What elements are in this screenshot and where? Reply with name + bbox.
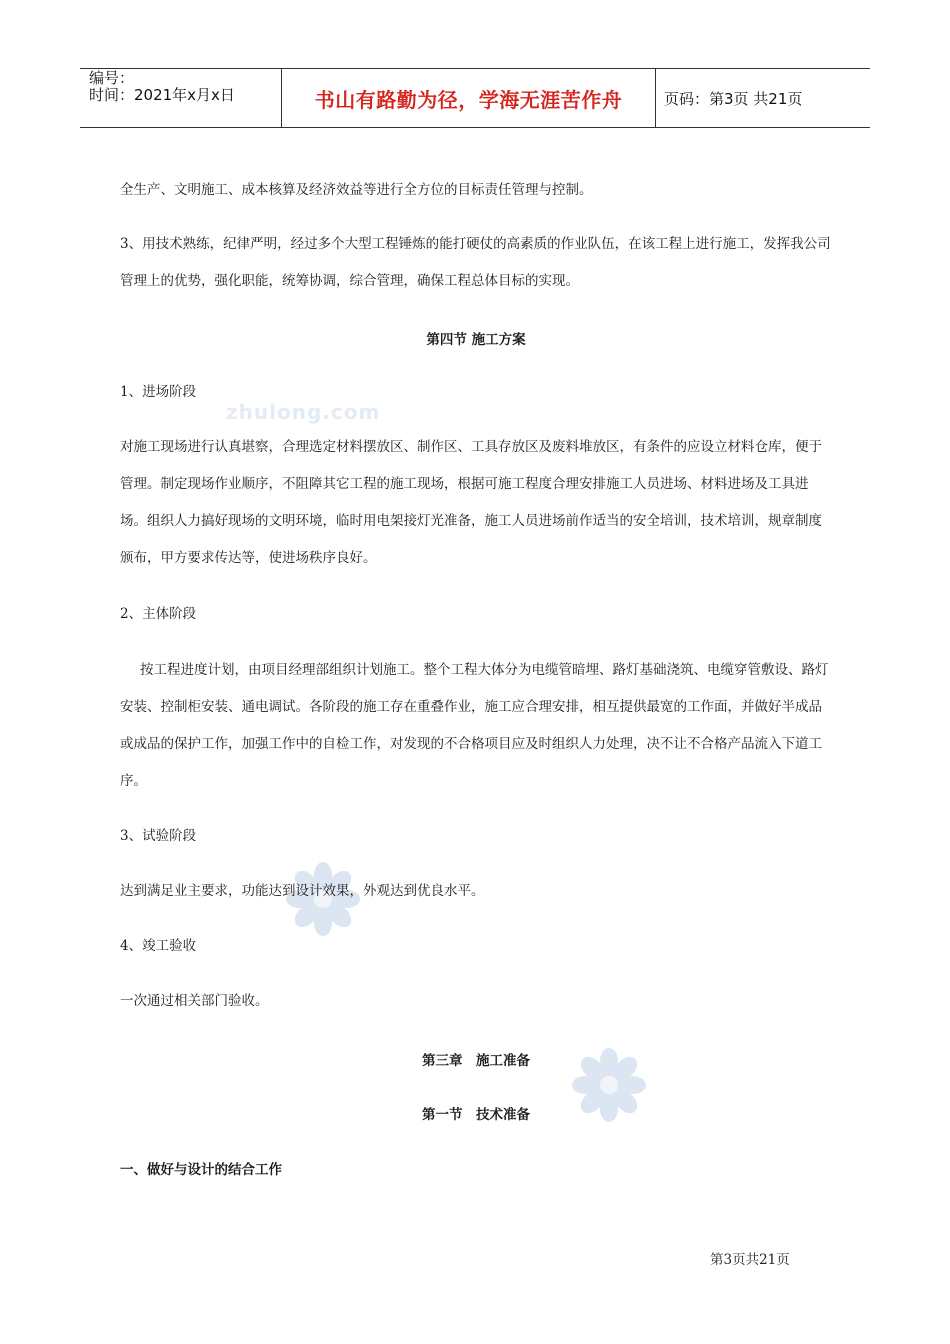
header-page-info: 页码：第3页 共21页 <box>664 89 803 108</box>
watermark-text: zhulong.com <box>226 400 381 424</box>
time-label: 时间：2021年x月x日 <box>89 86 235 104</box>
paragraph: 按工程进度计划，由项目经理部组织计划施工。整个工程大体分为电缆管暗埋、路灯基础浇筑、电缆穿管敷设、路灯安装、控制柜安装、通电调试。各阶段的施工存在重叠作业，施工应合理安排，相互提供最宽的工作面，并做好半成品或成品的保护工作，加强工作中的自检工作，对发现的不合格项目应及时组织人力处理，决不让不合格产品流入下道工序。 <box>120 662 829 789</box>
paragraph: 全生产、文明施工、成本核算及经济效益等进行全方位的目标责任管理与控制。 <box>120 182 593 198</box>
page-footer: 第3页共21页 <box>710 1252 790 1268</box>
chapter-heading: 第三章 施工准备 <box>422 1053 530 1069</box>
step-title: 1、进场阶段 <box>120 384 197 400</box>
paragraph: 达到满足业主要求，功能达到设计效果，外观达到优良水平。 <box>120 883 485 899</box>
section-heading: 第四节 施工方案 <box>426 332 526 348</box>
header-motto: 书山有路勤为径，学海无涯苦作舟 <box>282 69 656 127</box>
step-title: 4、竣工验收 <box>120 938 197 954</box>
step-title: 3、试验阶段 <box>120 828 197 844</box>
number-label: 编号： <box>89 69 135 87</box>
paragraph: 一次通过相关部门验收。 <box>120 993 269 1009</box>
header-meta <box>80 69 282 127</box>
page-header <box>80 68 870 128</box>
paragraph: 3、用技术熟练，纪律严明，经过多个大型工程锤炼的能打硬仗的高素质的作业队伍，在该工程上进行施工，发挥我公司管理上的优势，强化职能，统筹协调，综合管理，确保工程总体目标的实现。 <box>120 236 831 289</box>
paragraph: 对施工现场进行认真堪察，合理选定材料摆放区、制作区、工具存放区及废料堆放区，有条件的应设立材料仓库，便于管理。制定现场作业顺序，不阻障其它工程的施工现场，根据可施工程度合理安排施工人员进场、材料进场及工具进场。组织人力搞好现场的文明环境，临时用电架接灯光准备，施工人员进场前作适当的安全培训，技术培训，规章制度颁布，甲方要求传达等，使进场秩序良好。 <box>120 439 822 566</box>
step-title: 2、主体阶段 <box>120 606 197 622</box>
section-heading: 第一节 技术准备 <box>422 1107 530 1123</box>
item-heading: 一、做好与设计的结合工作 <box>120 1162 282 1178</box>
